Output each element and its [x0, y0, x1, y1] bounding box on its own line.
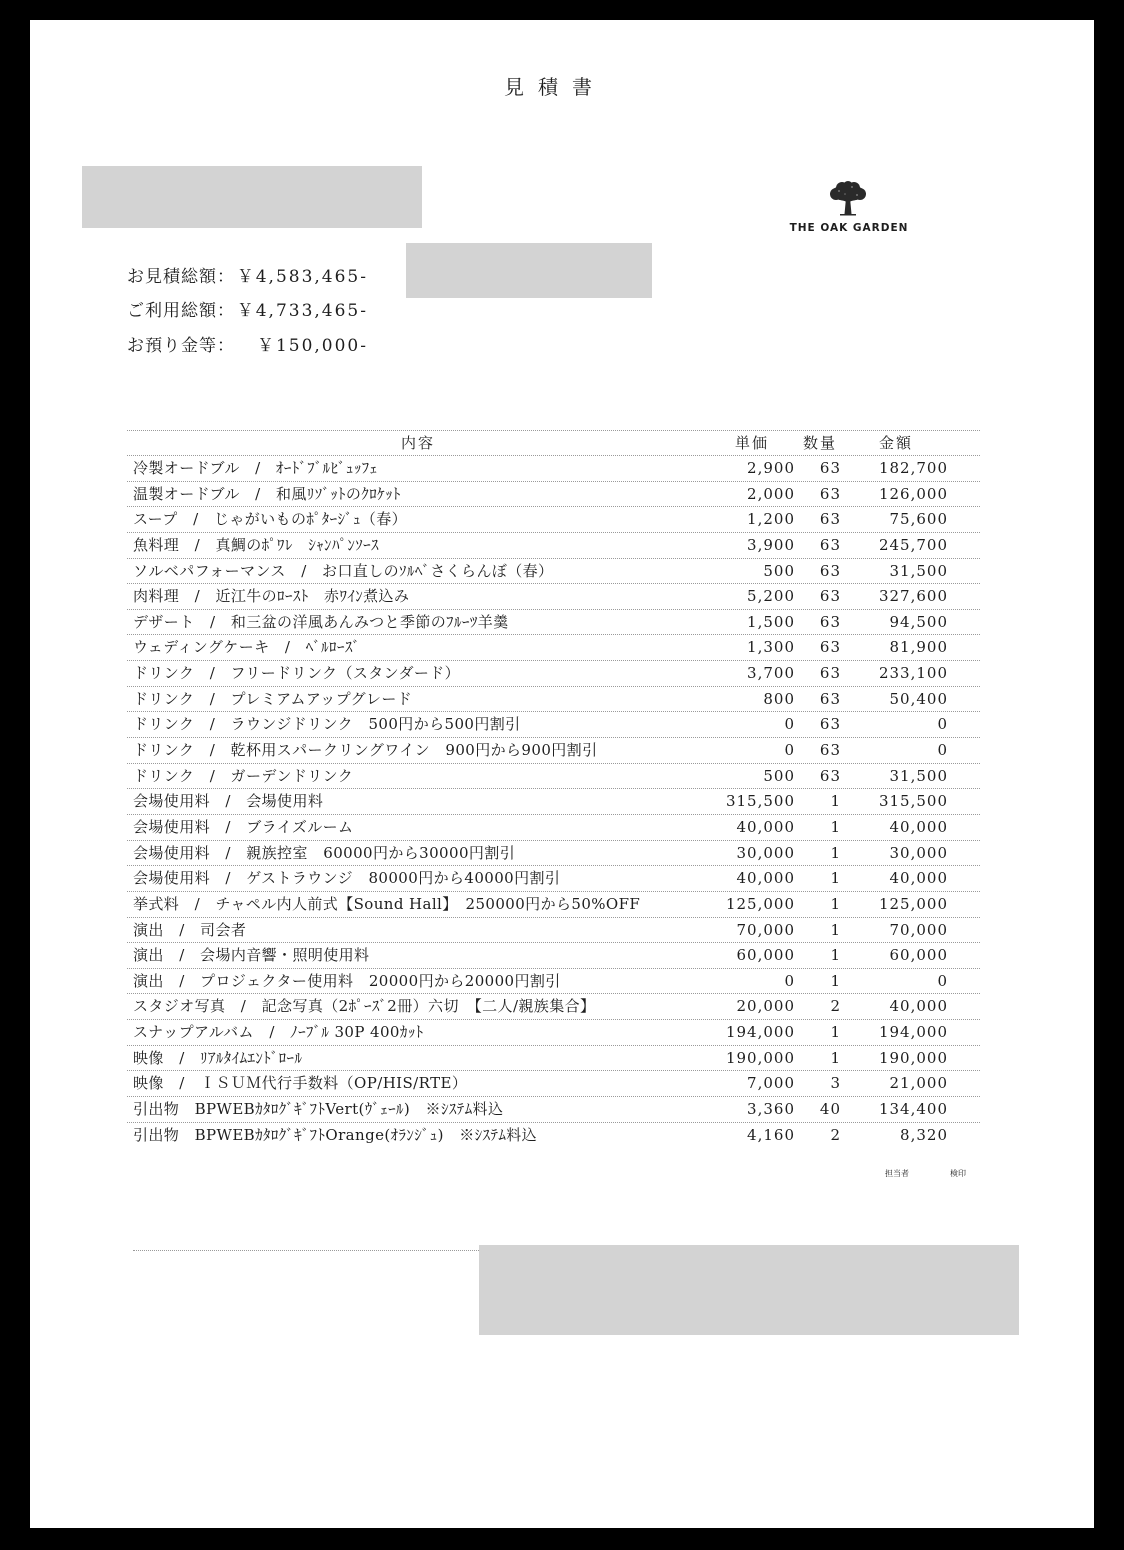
item-description: 温製オードブル / 和風ﾘｿﾞｯﾄのｸﾛｹｯﾄ: [133, 484, 401, 503]
quantity: 63: [819, 484, 841, 503]
amount: 327,600: [878, 587, 948, 606]
amount: 75,600: [889, 510, 948, 529]
amount: 81,900: [889, 638, 948, 657]
table-header: [127, 430, 980, 456]
item-description: 会場使用料 / ブライズルーム: [133, 817, 354, 836]
table-row: [127, 918, 980, 944]
quantity: 63: [819, 612, 841, 631]
redacted-block: [406, 243, 652, 298]
unit-price: 500: [763, 561, 795, 580]
amount: 21,000: [889, 1074, 948, 1093]
unit-price: 1,200: [747, 510, 795, 529]
unit-price: 0: [784, 741, 795, 760]
item-description: ドリンク / プレミアムアップグレード: [133, 689, 413, 708]
unit-price: 500: [763, 766, 795, 785]
header-content: 内容: [400, 434, 435, 452]
item-description: スープ / じゃがいものﾎﾟﾀｰｼﾞｭ（春）: [133, 510, 408, 529]
redacted-block: [82, 166, 422, 228]
approval-stamp-label: 検印: [950, 1169, 966, 1178]
item-description: 会場使用料 / ゲストラウンジ 80000円から40000円割引: [133, 869, 561, 888]
item-description: デザート / 和三盆の洋風あんみつと季節のﾌﾙｰﾂ羊羹: [133, 612, 509, 631]
item-description: 挙式料 / チャペル内人前式【Sound Hall】 250000円から50%OFF: [133, 894, 641, 913]
estimate-table: [127, 430, 980, 1148]
item-description: ドリンク / ラウンジドリンク 500円から500円割引: [133, 715, 521, 734]
summary-label: ご利用総額：: [127, 301, 235, 321]
quantity: 63: [819, 689, 841, 708]
amount: 0: [937, 715, 948, 734]
amount: 40,000: [889, 997, 948, 1016]
quantity: 63: [819, 535, 841, 554]
brand-logo-text: THE OAK GARDEN: [789, 222, 909, 234]
quantity: 1: [830, 920, 841, 939]
quantity: 63: [819, 510, 841, 529]
summary-value: ￥4,733,465-: [236, 301, 368, 321]
item-description: スナップアルバム / ﾉｰﾌﾞﾙ 30P 400ｶｯﾄ: [133, 1023, 424, 1042]
amount: 31,500: [889, 561, 948, 580]
header-quantity: 数量: [802, 434, 837, 452]
summary-label: お見積総額：: [127, 267, 235, 287]
amount: 94,500: [889, 612, 948, 631]
quantity: 63: [819, 766, 841, 785]
redacted-block: [479, 1245, 1019, 1335]
unit-price: 60,000: [736, 946, 795, 965]
amount: 182,700: [878, 459, 948, 477]
table-row: [127, 1020, 980, 1046]
item-description: 演出 / 会場内音響・照明使用料: [133, 946, 370, 965]
amount: 60,000: [889, 946, 948, 965]
unit-price: 2,000: [747, 484, 795, 503]
table-row: [127, 1071, 980, 1097]
amount: 70,000: [889, 920, 948, 939]
item-description: 映像 / ＩＳＵＭ代行手数料（OP/HIS/RTE）: [133, 1074, 468, 1093]
summary-usage-total: [127, 299, 372, 323]
table-row: [127, 994, 980, 1020]
table-row: [127, 866, 980, 892]
item-description: ドリンク / ガーデンドリンク: [133, 766, 354, 785]
unit-price: 20,000: [736, 997, 795, 1016]
quantity: 63: [819, 638, 841, 657]
table-row: [127, 1097, 980, 1123]
header-unit-price: 単価: [734, 434, 769, 452]
table-row: [127, 738, 980, 764]
table-row: [127, 764, 980, 790]
unit-price: 0: [784, 971, 795, 990]
quantity: 1: [830, 1023, 841, 1042]
unit-price: 3,360: [747, 1100, 795, 1119]
staff-label: 担当者: [885, 1169, 909, 1178]
table-row: [127, 635, 980, 661]
amount: 245,700: [878, 535, 948, 554]
table-row: [127, 969, 980, 995]
item-description: 引出物 BPWEBｶﾀﾛｸﾞｷﾞﾌﾄVert(ｳﾞｪｰﾙ) ※ｼｽﾃﾑ料込: [133, 1100, 504, 1119]
table-row: [127, 841, 980, 867]
unit-price: 70,000: [736, 920, 795, 939]
unit-price: 3,700: [747, 664, 795, 683]
unit-price: 1,300: [747, 638, 795, 657]
unit-price: 30,000: [736, 843, 795, 862]
amount: 134,400: [878, 1100, 948, 1119]
table-row: [127, 892, 980, 918]
item-description: ウェディングケーキ / ﾍﾞﾙﾛｰｽﾞ: [133, 638, 361, 657]
unit-price: 0: [784, 715, 795, 734]
amount: 0: [937, 971, 948, 990]
unit-price: 194,000: [725, 1023, 795, 1042]
amount: 50,400: [889, 689, 948, 708]
estimate-document: [30, 20, 1094, 1528]
summary-value: ￥4,583,465-: [236, 267, 368, 287]
unit-price: 1,500: [747, 612, 795, 631]
item-description: ドリンク / フリードリンク（スタンダード）: [133, 664, 461, 683]
table-row: [127, 1123, 980, 1149]
amount: 40,000: [889, 869, 948, 888]
quantity: 1: [830, 817, 841, 836]
amount: 0: [937, 741, 948, 760]
unit-price: 800: [763, 689, 795, 708]
quantity: 63: [819, 664, 841, 683]
amount: 8,320: [900, 1125, 948, 1144]
amount: 126,000: [878, 484, 948, 503]
quantity: 1: [830, 843, 841, 862]
table-row: [127, 661, 980, 687]
quantity: 63: [819, 715, 841, 734]
quantity: 63: [819, 741, 841, 760]
quantity: 1: [830, 946, 841, 965]
table-row: [127, 507, 980, 533]
quantity: 1: [830, 1048, 841, 1067]
table-row: [127, 943, 980, 969]
unit-price: 5,200: [747, 587, 795, 606]
amount: 233,100: [878, 664, 948, 683]
unit-price: 125,000: [725, 894, 795, 913]
document-title: 見積書: [504, 75, 606, 99]
quantity: 40: [819, 1100, 841, 1119]
table-row: [127, 815, 980, 841]
unit-price: 315,500: [725, 792, 795, 811]
item-description: 演出 / プロジェクター使用料 20000円から20000円割引: [133, 971, 561, 990]
unit-price: 4,160: [747, 1125, 795, 1144]
quantity: 63: [819, 561, 841, 580]
unit-price: 40,000: [736, 817, 795, 836]
oak-tree-icon: [828, 181, 868, 217]
table-row: [127, 687, 980, 713]
item-description: 魚料理 / 真鯛のﾎﾟﾜﾚ ｼｬﾝﾊﾟﾝｿｰｽ: [133, 535, 379, 554]
summary-value: ￥150,000-: [256, 336, 368, 356]
unit-price: 7,000: [747, 1074, 795, 1093]
quantity: 2: [830, 997, 841, 1016]
unit-price: 3,900: [747, 535, 795, 554]
item-description: スタジオ写真 / 記念写真（2ﾎﾟｰｽﾞ2冊）六切 【二人/親族集合】: [133, 997, 596, 1016]
quantity: 63: [819, 459, 841, 477]
item-description: 演出 / 司会者: [133, 920, 247, 939]
table-row: [127, 456, 980, 482]
item-description: ドリンク / 乾杯用スパークリングワイン 900円から900円割引: [133, 741, 598, 760]
table-row: [127, 610, 980, 636]
table-row: [127, 482, 980, 508]
amount: 194,000: [878, 1023, 948, 1042]
amount: 30,000: [889, 843, 948, 862]
summary-estimate-total: [127, 265, 372, 289]
amount: 190,000: [878, 1048, 948, 1067]
quantity: 3: [830, 1074, 841, 1093]
summary-deposit: [127, 334, 372, 358]
quantity: 1: [830, 792, 841, 811]
item-description: 肉料理 / 近江牛のﾛｰｽﾄ 赤ﾜｲﾝ煮込み: [133, 587, 410, 606]
amount: 40,000: [889, 817, 948, 836]
divider: [133, 1250, 479, 1251]
summary-label: お預り金等：: [127, 336, 235, 356]
table-row: [127, 712, 980, 738]
item-description: 会場使用料 / 親族控室 60000円から30000円割引: [133, 843, 516, 862]
quantity: 1: [830, 971, 841, 990]
unit-price: 190,000: [725, 1048, 795, 1067]
header-amount: 金額: [878, 434, 913, 452]
unit-price: 2,900: [747, 459, 795, 477]
item-description: 冷製オードブル / ｵｰﾄﾞﾌﾞﾙﾋﾞｭｯﾌｪ: [133, 459, 378, 477]
item-description: 映像 / ﾘｱﾙﾀｲﾑｴﾝﾄﾞﾛｰﾙ: [133, 1048, 303, 1067]
table-row: [127, 533, 980, 559]
table-row: [127, 584, 980, 610]
quantity: 63: [819, 587, 841, 606]
item-description: 引出物 BPWEBｶﾀﾛｸﾞｷﾞﾌﾄOrange(ｵﾗﾝｼﾞｭ) ※ｼｽﾃﾑ料込: [133, 1125, 538, 1144]
table-row: [127, 559, 980, 585]
item-description: 会場使用料 / 会場使用料: [133, 792, 324, 811]
quantity: 1: [830, 869, 841, 888]
quantity: 2: [830, 1125, 841, 1144]
quantity: 1: [830, 894, 841, 913]
item-description: ソルベパフォーマンス / お口直しのｿﾙﾍﾞさくらんぼ（春）: [133, 561, 554, 580]
table-row: [127, 1046, 980, 1072]
amount: 125,000: [878, 894, 948, 913]
table-row: [127, 789, 980, 815]
amount: 31,500: [889, 766, 948, 785]
unit-price: 40,000: [736, 869, 795, 888]
amount: 315,500: [878, 792, 948, 811]
